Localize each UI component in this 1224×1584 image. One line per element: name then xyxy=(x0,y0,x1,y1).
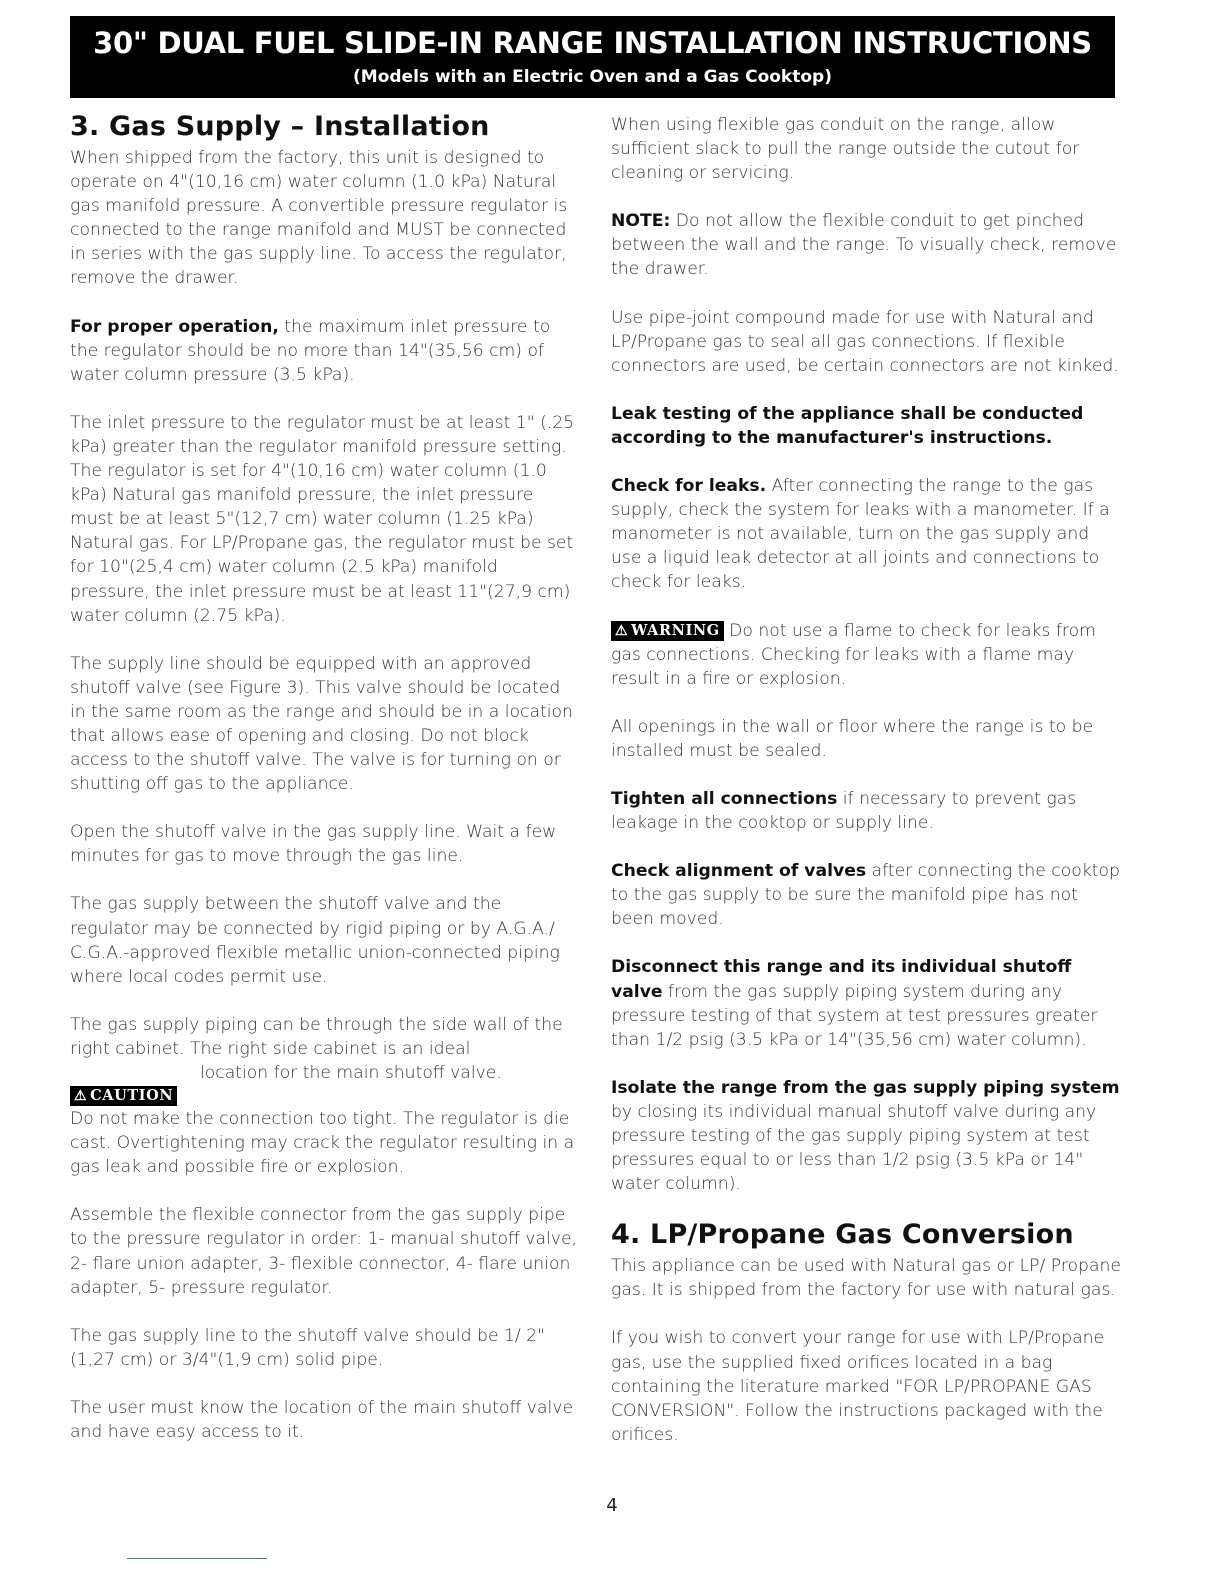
bold-lead: Check alignment of valves xyxy=(611,861,867,882)
warning-badge: ⚠ WARNING xyxy=(611,621,724,641)
caution-text: Do not make the connection too tight. The regulator is die cast. Overtightening may crack the regulator resulting in a gas leak and possible fire or explosion. xyxy=(70,1109,575,1178)
paragraph: Disconnect this range and its individual shutoff valve from the gas supply piping system during any pressure testing of that system at test pressures greater than 1/2 psig (3.5 kPa or 14"(35,56 cm) water column). xyxy=(611,957,1098,1050)
paragraph: For proper operation, the maximum inlet pressure to the regulator should be no more than 14"(35,56 cm) of water column pressure (3.5 kPa). xyxy=(70,316,551,385)
title-banner xyxy=(70,16,1115,98)
paragraph: When shipped from the factory, this unit is designed to operate on 4"(10,16 cm) water column (1.0 kPa) Natural gas manifold pressure. A convertible pressure regulator is connected to the range manifold and MUST be connected in series with the gas supply line. To access the regulator, remove the drawer. xyxy=(70,148,568,289)
paragraph: The gas supply between the shutoff valve and the regulator may be connected by rigid piping or by A.G.A./ C.G.A.-approved flexible metallic union-connected piping where local codes permit use. xyxy=(70,894,560,987)
page-number: 4 xyxy=(606,1495,618,1516)
paragraph: If you wish to convert your range for use with LP/Propane gas, use the supplied fixed orifices located in a bag containing the literature marked "FOR LP/PROPANE GAS CONVERSION". Follow the instructions packaged with the orifices. xyxy=(611,1328,1105,1445)
bold-lead: Tighten all connections xyxy=(611,788,838,809)
paragraph: All openings in the wall or floor where the range is to be installed must be sealed. xyxy=(611,716,1094,761)
paragraph: Tighten all connections if necessary to prevent gas leakage in the cooktop or supply line. xyxy=(611,788,1077,834)
paragraph: When using flexible gas conduit on the range, allow sufficient slack to pull the range outside the cutout for cleaning or servicing. xyxy=(611,115,1080,184)
caution-badge: ⚠ CAUTION xyxy=(70,1086,177,1106)
warning-paragraph: ⚠ WARNING Do not use a flame to check for leaks from gas connections. Checking for leaks with a flame may result in a fire or explosion. xyxy=(611,620,1096,689)
paragraph: Check for leaks. After connecting the range to the gas supply, check the system for leaks with a manometer. If a manometer is not available, turn on the gas supply and use a liquid leak detector at all joints and connections to check for leaks. xyxy=(611,476,1110,593)
paragraph: The user must know the location of the main shutoff valve and have easy access to it. xyxy=(70,1397,574,1443)
bold-lead: Isolate the range from the gas supply piping system xyxy=(611,1077,1120,1098)
bold-lead: Disconnect this range and its individual shutoff valve xyxy=(611,957,1072,1002)
right-column xyxy=(611,113,1121,1471)
note-label: NOTE: xyxy=(611,211,671,232)
section-4-heading: 4. LP/Propane Gas Conversion xyxy=(611,1219,1074,1251)
warning-triangle-icon: ⚠ xyxy=(615,622,629,639)
section-3-heading: 3. Gas Supply – Installation xyxy=(70,111,490,142)
paragraph: Use pipe-joint compound made for use with Natural and LP/Propane gas to seal all gas connections. If flexible connectors are used, be certain connectors are not kinked. xyxy=(611,307,1119,376)
paragraph: The inlet pressure to the regulator must be at least 1" (.25 kPa) greater than the regulator manifold pressure setting. The regulator is set for 4"(10,16 cm) water column (1.0 kPa) Natural gas manifold pressure, the inlet pressure must be at least 5"(12,7 cm) water column (1.25 kPa) Natural gas. For LP/Propane gas, the regulator must be set for 10"(25,4 cm) water column (2.5 kPa) manifold pressure, the inlet pressure must be at least 11"(27,9 cm) water column (2.75 kPa). xyxy=(70,412,575,626)
footer-rule xyxy=(127,1558,267,1559)
paragraph: Isolate the range from the gas supply piping system by closing its individual manual shutoff valve during any pressure testing of the gas supply piping system at test pressures equal to or less than 1/2 psig (3.5 kPa or 14" water column). xyxy=(611,1077,1120,1195)
caution-badge-row xyxy=(70,1085,580,1107)
paragraph: Check alignment of valves after connecting the cooktop to the gas supply to be sure the manifold pipe has not been moved. xyxy=(611,861,1120,930)
page-subtitle: (Models with an Electric Oven and a Gas Cooktop) xyxy=(353,67,832,87)
bold-lead: Check for leaks. xyxy=(611,476,767,497)
paragraph: The supply line should be equipped with an approved shutoff valve (see Figure 3). This valve should be located in the same room as the range and should be in a location that allows ease of opening and closing. Do not block access to the shutoff valve. The valve is for turning on or shutting off gas to the appliance. xyxy=(70,653,573,795)
paragraph: NOTE: Do not allow the flexible conduit to get pinched between the wall and the range. To visually check, remove the drawer. xyxy=(611,211,1117,280)
page-title: 30" DUAL FUEL SLIDE-IN RANGE INSTALLATION INSTRUCTIONS xyxy=(93,26,1092,60)
paragraph: The gas supply piping can be through the side wall of the right cabinet. The right side cabinet is an ideal location for the main shutoff valve. xyxy=(70,1014,563,1083)
paragraph: The gas supply line to the shutoff valve should be 1/ 2"(1,27 cm) or 3/4"(1,9 cm) solid pipe. xyxy=(70,1325,546,1370)
bold-lead: For proper operation, xyxy=(70,316,279,337)
paragraph: This appliance can be used with Natural gas or LP/ Propane gas. It is shipped from the factory for use with natural gas. xyxy=(611,1256,1121,1301)
left-column xyxy=(70,110,580,1468)
warning-triangle-icon: ⚠ xyxy=(74,1087,88,1104)
paragraph: Assemble the flexible connector from the gas supply pipe to the pressure regulator in order: 1- manual shutoff valve, 2- flare union adapter, 3- flexible connector, 4- flare union adapter, 5- pressure regulator. xyxy=(70,1205,577,1298)
bold-paragraph: Leak testing of the appliance shall be conducted according to the manufacturer's instructions. xyxy=(611,403,1084,448)
paragraph: Open the shutoff valve in the gas supply line. Wait a few minutes for gas to move through the gas line. xyxy=(70,822,557,867)
